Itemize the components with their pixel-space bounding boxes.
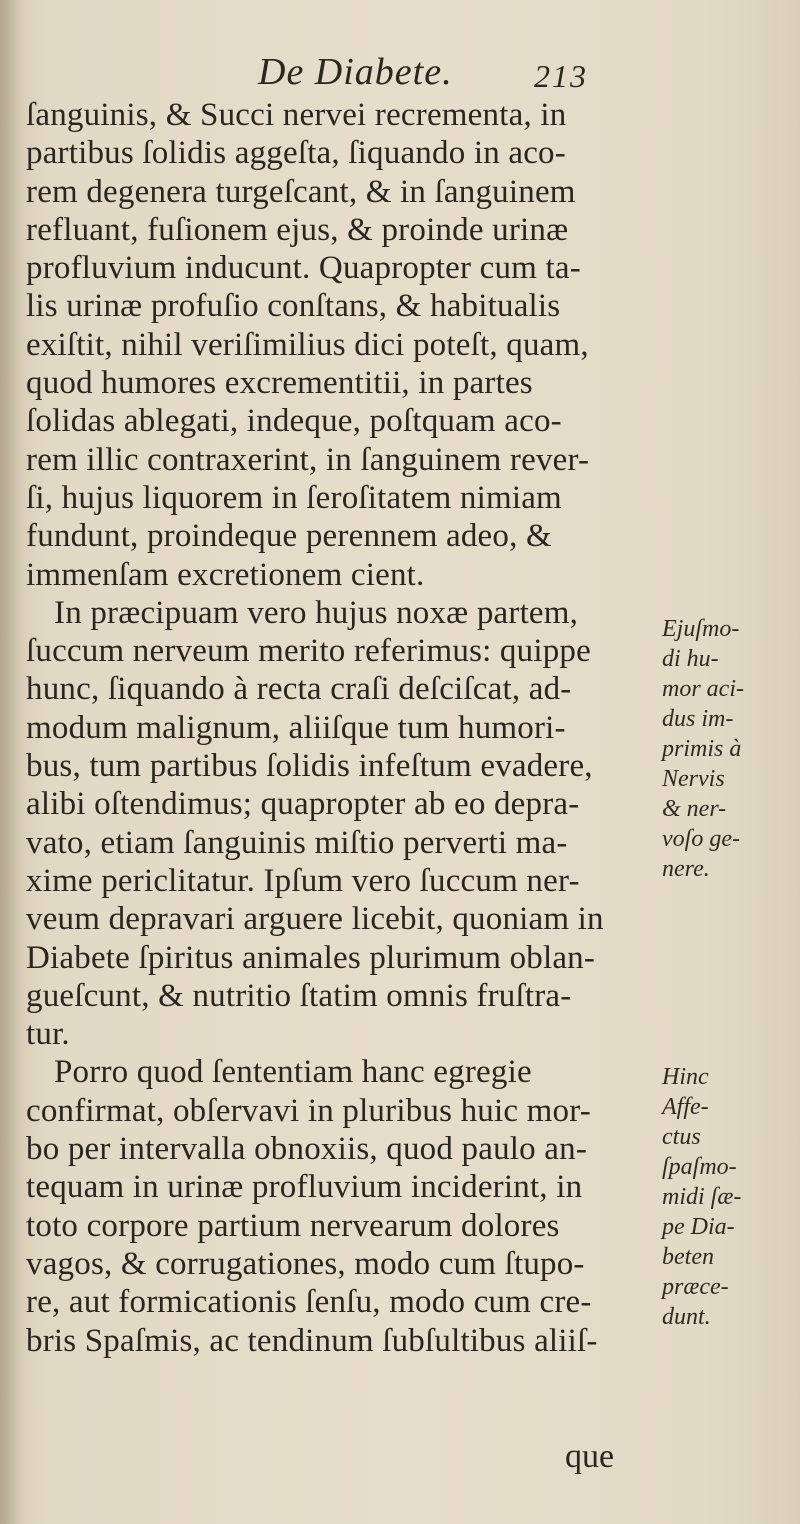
text-line: rem degenera turgeſcant, & in ſanguinem — [26, 173, 576, 210]
text-line: Diabete ſpiritus animales plurimum oblan- — [26, 939, 596, 976]
text-line: gueſcunt, & nutritio ſtatim omnis fruſtra- — [26, 977, 572, 1014]
text-line: exiſtit, nihil veriſimilius dici poteſt, quam, — [26, 326, 589, 363]
text-line: fundunt, proindeque perennem adeo, & — [26, 518, 552, 555]
text-line: refluant, fuſionem ejus, & proinde urinæ — [26, 211, 569, 248]
text-line: tur. — [26, 1016, 70, 1053]
margin-note-line: dunt. — [662, 1304, 711, 1330]
text-line: rem illic contraxerint, in ſanguinem rever- — [26, 441, 590, 478]
text-line: re, aut formicationis ſenſu, modo cum cre- — [26, 1284, 592, 1321]
text-line: ſi, hujus liquorem in ſeroſitatem nimiam — [26, 479, 562, 516]
text-line: hunc, ſiquando à recta craſi deſciſcat, ad- — [26, 671, 572, 708]
text-line: tequam in urinæ profluvium inciderint, in — [26, 1169, 583, 1206]
text-line: vagos, & corrugationes, modo cum ſtupo- — [26, 1245, 585, 1282]
margin-note-line: & ner- — [662, 796, 727, 822]
text-line: alibi oſtendimus; quapropter ab eo depra- — [26, 786, 580, 823]
text-line: ſuccum nerveum merito referimus: quippe — [26, 633, 591, 670]
text-line: modum malignum, aliiſque tum humori- — [26, 709, 566, 746]
margin-note-line: voſo ge- — [662, 826, 740, 852]
text-line: lis urinæ profuſio conſtans, & habitualis — [26, 288, 561, 325]
margin-note-line: ſpaſmo- — [662, 1154, 737, 1180]
margin-note-line: ctus — [662, 1124, 701, 1150]
text-line: ſanguinis, & Succi nervei recrementa, in — [26, 97, 567, 133]
paragraph-3 — [26, 1053, 650, 1359]
margin-note-line: pe Dia- — [662, 1214, 735, 1240]
paragraph-2 — [26, 594, 650, 1054]
text-line: toto corpore partium nervearum dolores — [26, 1207, 560, 1244]
text-line: profluvium inducunt. Quapropter cum ta- — [26, 250, 581, 287]
margin-note-line: Nervis — [662, 766, 725, 792]
spine-shadow — [0, 0, 22, 1524]
text-line: bo per intervalla obnoxiis, quod paulo an- — [26, 1131, 588, 1168]
margin-note-line: primis à — [662, 736, 742, 762]
page-number: 213 — [534, 58, 588, 94]
text-line: bus, tum partibus ſolidis infeſtum evadere, — [26, 748, 593, 785]
margin-note-line: beten — [662, 1244, 714, 1270]
margin-note-line: di hu- — [662, 646, 719, 672]
text-line: bris Spaſmis, ac tendinum ſubſultibus aliiſ- — [26, 1322, 598, 1359]
margin-note-line: præce- — [662, 1274, 729, 1300]
margin-note-line: dus im- — [662, 706, 734, 732]
margin-note-line: midi ſæ- — [662, 1184, 742, 1210]
paragraph-1 — [26, 96, 650, 594]
margin-note-2 — [662, 1062, 798, 1332]
margin-note-line: nere. — [662, 856, 710, 882]
text-line: xime periclitatur. Ipſum vero ſuccum ner- — [26, 862, 580, 899]
text-line: quod humores excrementitii, in partes — [26, 365, 533, 402]
margin-note-line: Hinc — [662, 1064, 709, 1090]
text-line: veum depravari arguere licebit, quoniam in — [26, 901, 604, 938]
body-text — [26, 96, 650, 1360]
catchword: que — [565, 1438, 615, 1475]
text-line: partibus ſolidis aggeſta, ſiquando in aco- — [26, 135, 566, 172]
text-line: ſolidas ablegati, indeque, poſtquam aco- — [26, 403, 562, 440]
running-title: De Diabete. — [258, 51, 453, 93]
text-line: Porro quod ſententiam hanc egregie — [54, 1054, 532, 1091]
margin-note-line: Ejuſmo- — [662, 616, 740, 642]
page-header — [0, 40, 800, 100]
margin-note-1 — [662, 614, 798, 884]
margin-note-line: mor aci- — [662, 676, 744, 702]
text-line: immenſam excretionem cient. — [26, 556, 425, 593]
text-line: In præcipuam vero hujus noxæ partem, — [54, 594, 579, 631]
text-line: vato, etiam ſanguinis miſtio perverti ma- — [26, 824, 568, 861]
text-line: confirmat, obſervavi in pluribus huic mor- — [26, 1092, 591, 1129]
margin-note-line: Affe- — [662, 1094, 709, 1120]
